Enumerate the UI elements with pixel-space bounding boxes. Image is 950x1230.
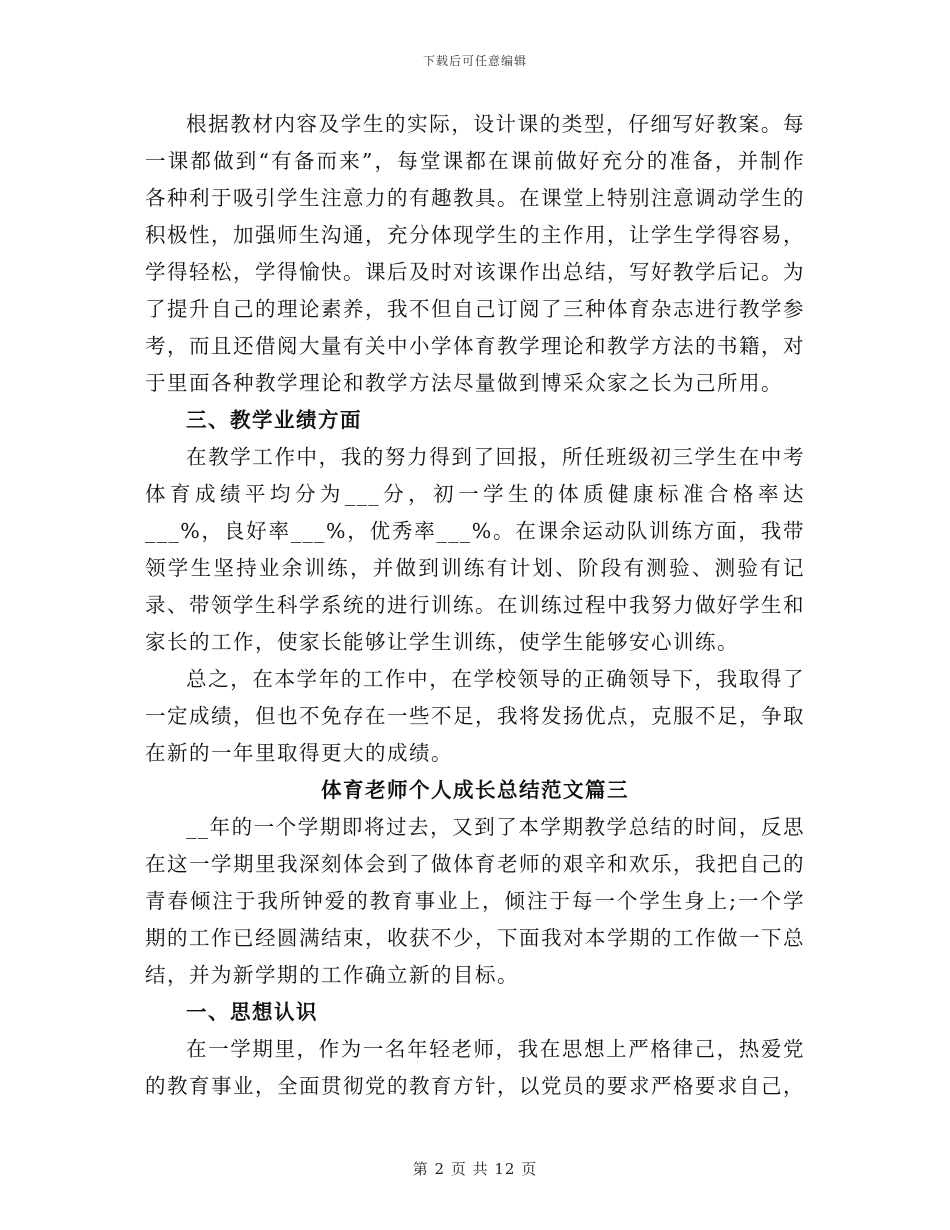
header-note: 下载后可任意编辑 <box>422 54 527 68</box>
paragraph-achievements: 在教学工作中，我的努力得到了回报，所任班级初三学生在中考体育成绩平均分为___分，初一学生的体质健康标准合格率达___%，良好率___%，优秀率___%。在课余运动队训练方面，我带领学生坚持业余训练，并做到训练有计划、阶段有测验、测验有记录、带领学生科学系统的进行训练。在训练过程中我努力做好学生和家长的工作，使家长能够让学生训练，使学生能够安心训练。 <box>145 445 805 654</box>
paragraph-lesson-preparation: 根据教材内容及学生的实际，设计课的类型，仔细写好教案。每一课都做到“有备而来”，每堂课都在课前做好充分的准备，并制作各种利于吸引学生注意力的有趣教具。在课堂上特别注意调动学生的积极性，加强师生沟通，充分体现学生的主作用，让学生学得容易，学得轻松，学得愉快。课后及时对该课作出总结，写好教学后记。为了提升自己的理论素养，我不但自己订阅了三种体育杂志进行教学参考，而且还借阅大量有关中小学体育教学理论和教学方法的书籍，对于里面各种教学理论和教学方法尽量做到博采众家之长为己所用。 <box>145 112 805 395</box>
heading-teaching-achievements: 三、教学业绩方面 <box>186 408 362 432</box>
paragraph-conclusion: 总之，在本学年的工作中，在学校领导的正确领导下，我取得了一定成绩，但也不免存在一些不足，我将发扬优点，克服不足，争取在新的一年里取得更大的成绩。 <box>145 667 805 765</box>
document-body <box>145 106 805 1105</box>
paragraph-ideological: 在一学期里，作为一名年轻老师，我在思想上严格律己，热爱党的教育事业，全面贯彻党的教育方针，以党员的要求严格要求自己， <box>145 1037 805 1098</box>
page-number: 第 2 页 共 12 页 <box>412 1160 538 1178</box>
heading-ideological: 一、思想认识 <box>186 1000 318 1024</box>
section-title: 体育老师个人成长总结范文篇三 <box>321 778 629 802</box>
paragraph-semester-intro: __年的一个学期即将过去，又到了本学期教学总结的时间，反思在这一学期里我深刻体会到了做体育老师的艰辛和欢乐，我把自己的青春倾注于我所钟爱的教育事业上，倾注于每一个学生身上;一个学期的工作已经圆满结束，收获不少，下面我对本学期的工作做一下总结，并为新学期的工作确立新的目标。 <box>145 815 805 987</box>
